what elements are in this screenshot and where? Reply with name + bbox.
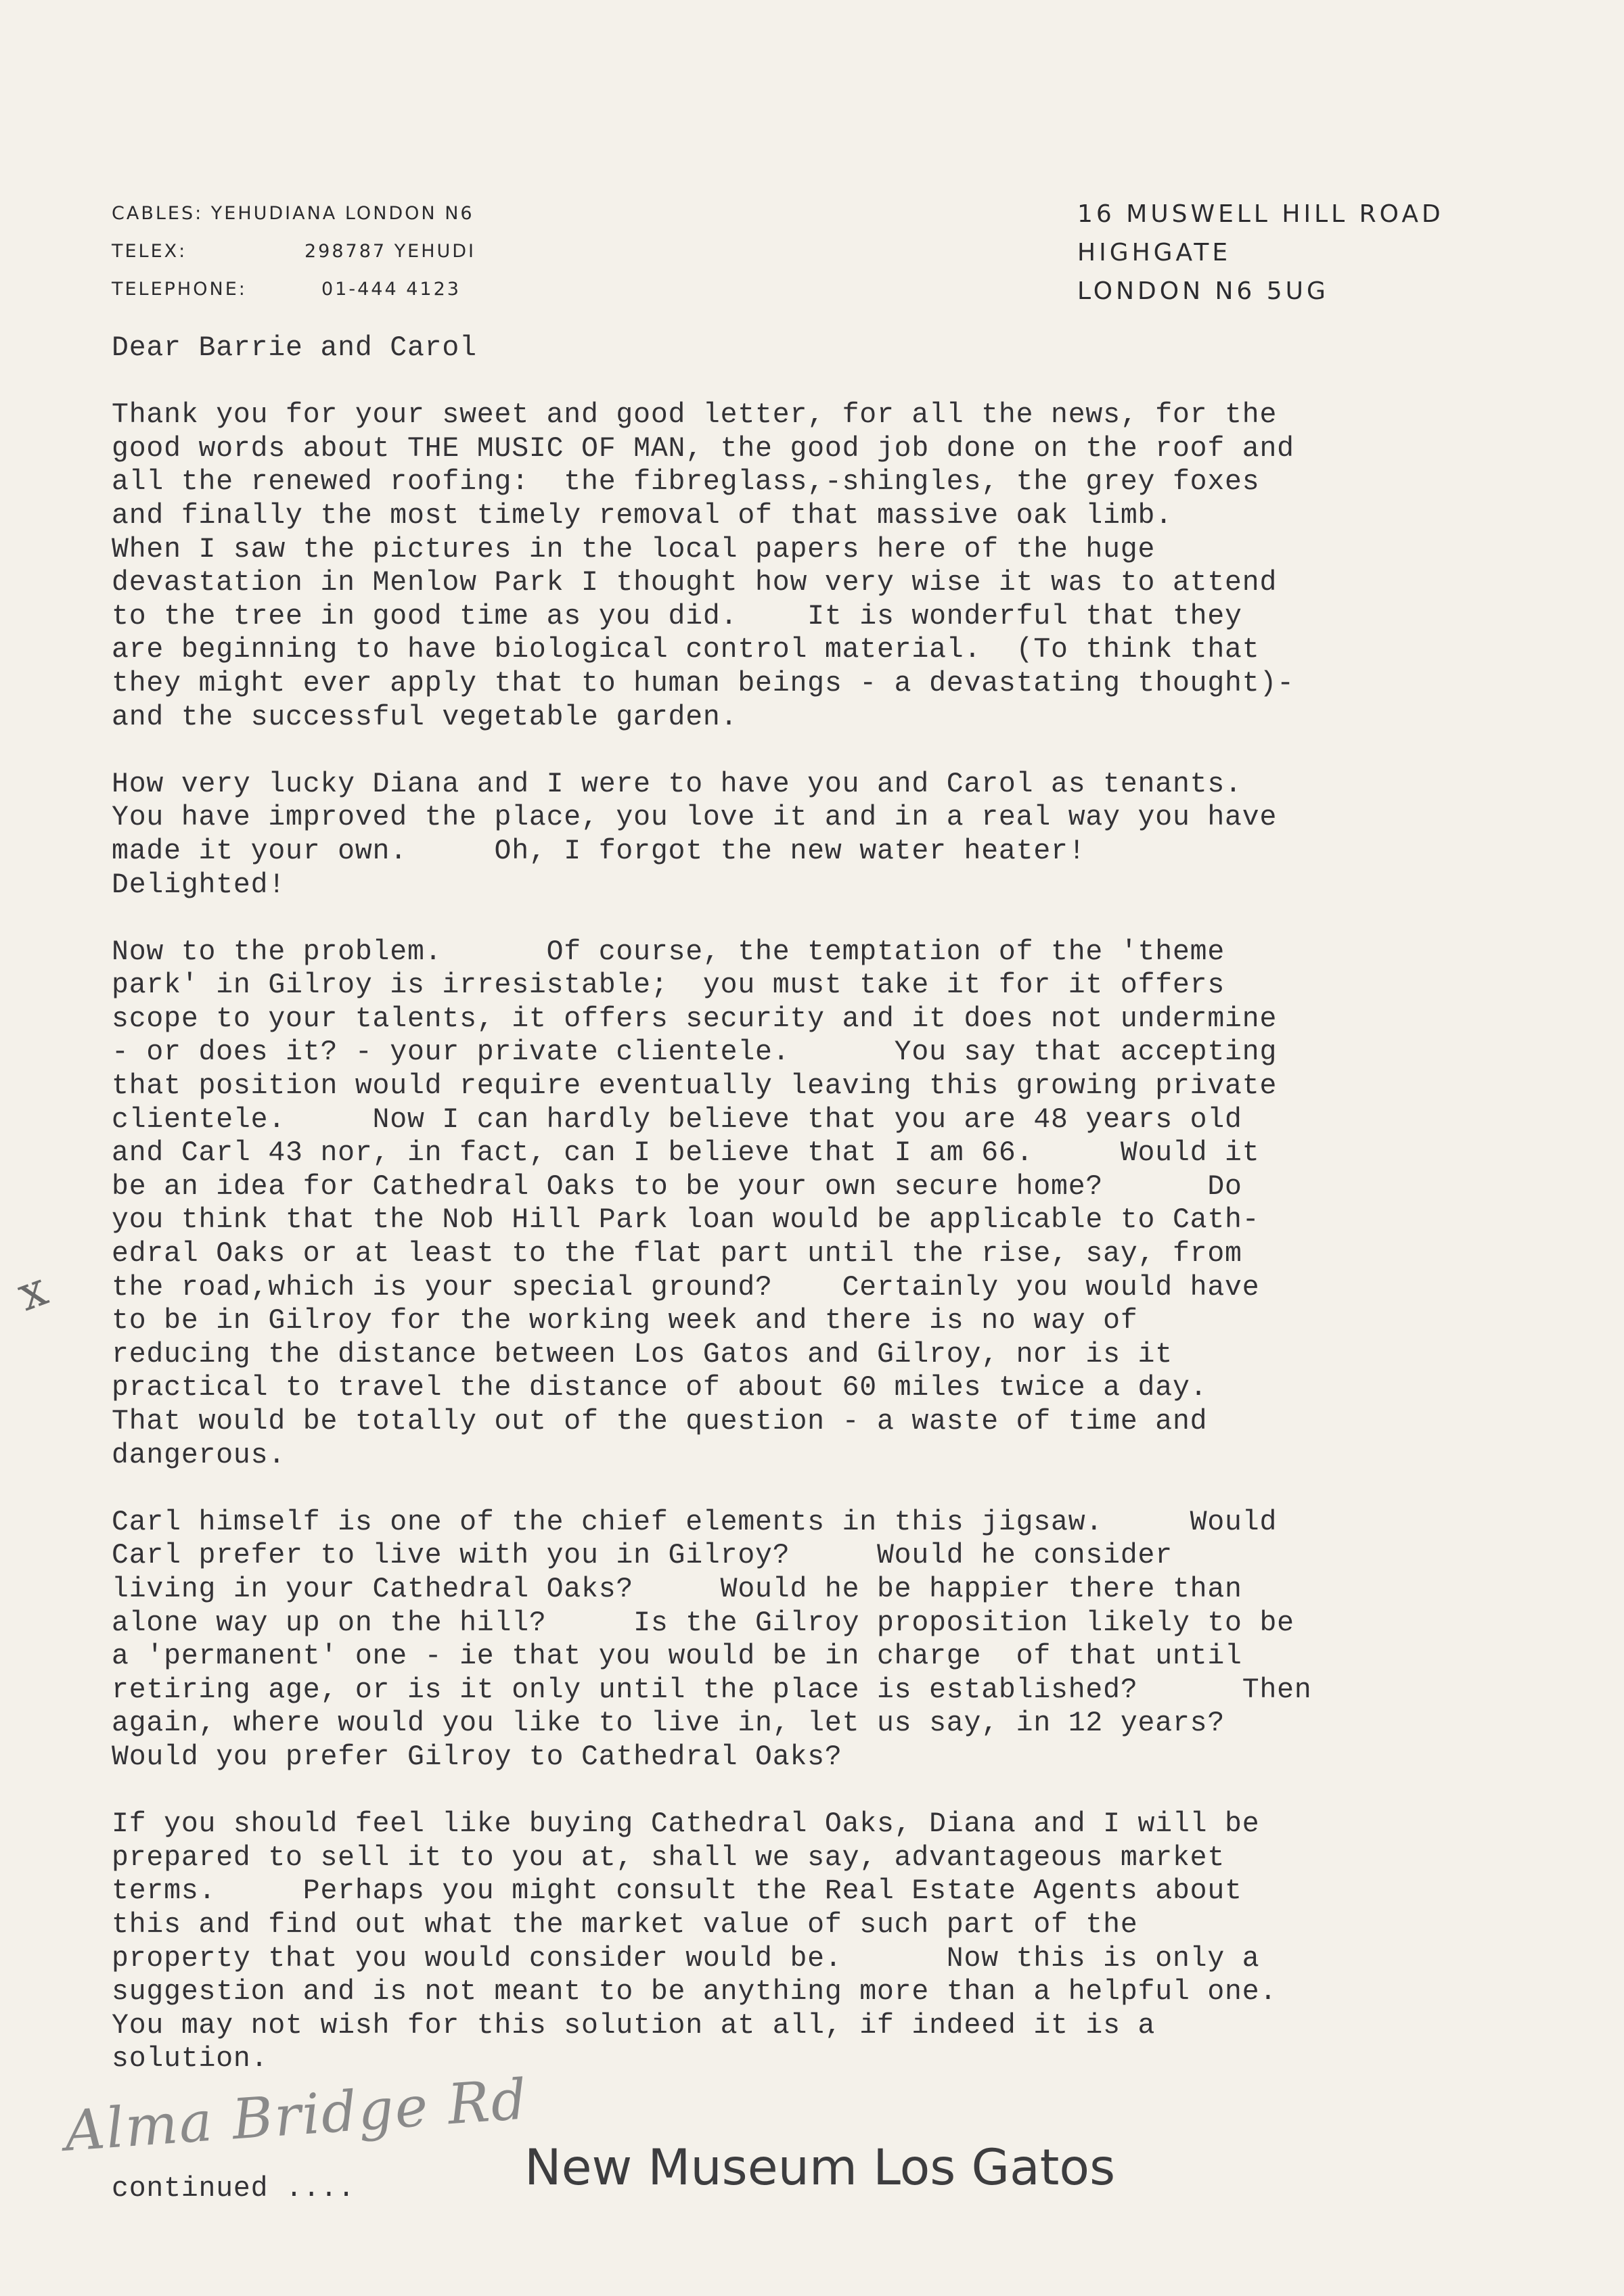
letter-line: good words about THE MUSIC OF MAN, the good job done on the roof and — [112, 432, 1294, 465]
letter-line: solution. — [112, 2043, 269, 2075]
letter-line: and finally the most timely removal of that massive oak limb. — [112, 499, 1173, 532]
letter-line: retiring age, or is it only until the place is established? Then — [112, 1674, 1312, 1706]
letter-line: When I saw the pictures in the local papers here of the huge — [112, 533, 1156, 566]
letter-line: edral Oaks or at least to the flat part until the rise, say, from — [112, 1238, 1242, 1270]
letter-line: How very lucky Diana and I were to have you and Carol as tenants. — [112, 768, 1242, 800]
paragraph-gap — [112, 365, 1546, 399]
letter-line: living in your Cathedral Oaks? Would he be happier there than — [112, 1573, 1242, 1605]
letter-line: this and find out what the market value of such part of the — [112, 1908, 1138, 1941]
letter-line: If you should feel like buying Cathedral Oaks, Diana and I will be — [112, 1808, 1260, 1841]
letter-line: devastation in Menlow Park I thought how very wise it was to attend — [112, 567, 1278, 599]
continued-note: continued .... — [112, 2173, 355, 2205]
letterhead-address — [1077, 195, 1444, 311]
letter-line: the road,which is your special ground? Certainly you would have — [112, 1271, 1260, 1304]
letter-line: suggestion and is not meant to be anything more than a helpful one. — [112, 1976, 1278, 2008]
letter-line: clientele. Now I can hardly believe that you are 48 years old — [112, 1103, 1242, 1136]
telex-label: TELEX: — [112, 241, 187, 262]
address-line: LONDON N6 5UG — [1077, 277, 1329, 305]
letter-line: - or does it? - your private clientele. You say that accepting — [112, 1036, 1278, 1069]
paragraph-gap — [112, 734, 1546, 768]
letter-line: Would you prefer Gilroy to Cathedral Oaks? — [112, 1741, 842, 1773]
letter-line: and the successful vegetable garden. — [112, 701, 738, 733]
letter-line: You may not wish for this solution at all, if indeed it is a — [112, 2009, 1156, 2042]
letter-line: you think that the Nob Hill Park loan would be applicable to Cath- — [112, 1204, 1260, 1237]
address-line: HIGHGATE — [1077, 239, 1232, 267]
letter-line: You have improved the place, you love it and in a real way you have — [112, 802, 1278, 834]
paragraph-gap — [112, 1472, 1546, 1506]
letter-line: alone way up on the hill? Is the Gilroy proposition likely to be — [112, 1607, 1294, 1639]
letter-line: be an idea for Cathedral Oaks to be your own secure home? Do — [112, 1170, 1242, 1203]
letter-line: that position would require eventually leaving this growing private — [112, 1070, 1278, 1103]
letter-line: That would be totally out of the question - a waste of time and — [112, 1406, 1208, 1438]
letter-line: reducing the distance between Los Gatos and Gilroy, nor is it — [112, 1338, 1173, 1371]
letter-line: made it your own. Oh, I forgot the new water heater! — [112, 835, 1086, 867]
museum-watermark: New Museum Los Gatos — [524, 2139, 1116, 2197]
letter-line: park' in Gilroy is irresistable; you must take it for it offers — [112, 969, 1225, 1002]
paragraph-gap — [112, 1774, 1546, 1808]
letter-line: to be in Gilroy for the working week and there is no way of — [112, 1305, 1138, 1337]
letter-line: a 'permanent' one - ie that you would be in charge of that until — [112, 1640, 1242, 1673]
salutation: Dear Barrie and Carol — [112, 332, 477, 364]
letter-line: scope to your talents, it offers security and it does not undermine — [112, 1003, 1278, 1035]
telex-value: 298787 YEHUDI — [304, 241, 476, 262]
letter-body — [112, 331, 1546, 2076]
letter-line: dangerous. — [112, 1439, 286, 1471]
handwritten-signature: Alma Bridge Rd — [62, 2067, 531, 2164]
letter-line: Carl himself is one of the chief elements in this jigsaw. Would — [112, 1506, 1278, 1538]
telephone-value: 01-444 4123 — [321, 279, 461, 300]
letter-line: Now to the problem. Of course, the temptation of the 'theme — [112, 936, 1225, 968]
letter-line: property that you would consider would be. Now this is only a — [112, 1942, 1260, 1975]
cables-text: CABLES: YEHUDIANA LONDON N6 — [112, 203, 474, 224]
letter-line: terms. Perhaps you might consult the Real Estate Agents about — [112, 1875, 1242, 1908]
telephone-label: TELEPHONE: — [112, 279, 247, 300]
letter-line: prepared to sell it to you at, shall we say, advantageous market — [112, 1841, 1225, 1874]
address-line: 16 MUSWELL HILL ROAD — [1077, 200, 1444, 228]
letter-line: again, where would you like to live in, let us say, in 12 years? — [112, 1707, 1225, 1740]
letter-line: practical to travel the distance of about 60 miles twice a day. — [112, 1372, 1208, 1404]
letter-line: Carl prefer to live with you in Gilroy? Would he consider — [112, 1540, 1173, 1572]
letter-line: all the renewed roofing: the fibreglass,-shingles, the grey foxes — [112, 466, 1260, 499]
letter-line: Delighted! — [112, 869, 286, 901]
letter-line: are beginning to have biological control material. (To think that — [112, 634, 1260, 666]
letter-line: to the tree in good time as you did. It is wonderful that they — [112, 600, 1242, 633]
paragraph-gap — [112, 902, 1546, 936]
letter-line: and Carl 43 nor, in fact, can I believe that I am 66. Would it — [112, 1137, 1260, 1170]
margin-mark: x — [10, 1260, 55, 1323]
letter-line: they might ever apply that to human beings - a devastating thought)- — [112, 667, 1294, 699]
letter-line: Thank you for your sweet and good letter, for all the news, for the — [112, 399, 1278, 432]
